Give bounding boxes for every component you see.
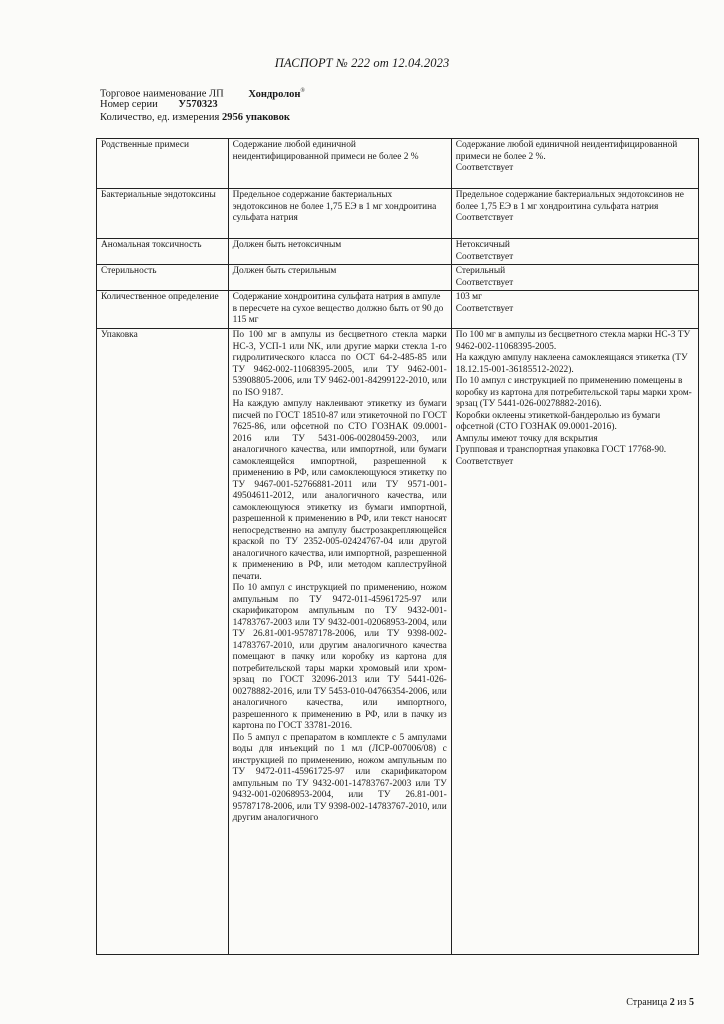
row-norm: Содержание хондроитина сульфата натрия в ампуле в пересчете на сухое вещество должно быть от 90 до 115 мг <box>228 291 451 329</box>
table-row <box>97 189 699 239</box>
row-name: Бактериальные эндотоксины <box>97 189 229 239</box>
row-norm: Предельное содержание бактериальных эндотоксинов не более 1,75 ЕЭ в 1 мг хондроитина сульфата натрия <box>228 189 451 239</box>
quantity-value: 2956 упаковок <box>221 112 290 123</box>
verdict-text: Соответствует <box>455 456 514 467</box>
result-text: Нетоксичный <box>455 240 510 250</box>
series-label: Номер серии <box>100 99 158 110</box>
norm-paragraph: По 10 ампул с инструкцией по применению, ножом ампульным по ТУ 9472-011-45961725-97 или скарификатором ампульным по ТУ 9432-001-14783767-2003 или ТУ 9432-001-02068953-2004, или ТУ 26.81-001-95787178-2006, или ТУ 9398-002-14783767-2010, или другим аналогичного качества помещают в пачку или коробку из картона для потребительской тары марки хромовый или хром-эрзац по ГОСТ 32096-2013 или ТУ 5441-026-00278882-2016, или ТУ 5453-010-04766354-2006, или аналогичного качества, или импортного, разрешенного к применению в РФ, или в пачку из картона по ГОСТ 33781-2016. <box>232 583 447 731</box>
passport-title: ПАСПОРТ № 222 от 12.04.2023 <box>274 56 450 70</box>
trade-mark-symbol: ® <box>300 88 305 94</box>
verdict-text: Соответствует <box>455 303 514 314</box>
result-paragraph: По 10 ампул с инструкцией по применению помещены в коробку из картона для потребительской тары марки хром-эрзац (ТУ 5441-026-00278882-2016). <box>455 376 692 409</box>
result-text: Предельное содержание бактериальных эндотоксинов не более 1,75 ЕЭ в 1 мг хондроитина сульфата натрия <box>455 190 684 212</box>
table-row <box>97 139 699 189</box>
row-result <box>451 291 698 329</box>
norm-paragraph: По 5 ампул с препаратом в комплекте с 5 ампулами воды для инъекций по 1 мл (ЛСР-007006/08) с инструкцией по применению, ножом ампульным по ТУ 9472-011-45961725-97 или скарификатором ампульным по ТУ 9432-001-14783767-2003 или ТУ 9432-001-02068953-2004, или ТУ 26.81-001-95787178-2006, или ТУ 9398-002-14783767-2010, или другим аналогичного <box>232 732 447 823</box>
table-row <box>97 291 699 329</box>
row-norm: Должен быть стерильным <box>228 265 451 291</box>
series-value: У570323 <box>178 99 218 110</box>
page-label: Страница <box>626 997 668 1008</box>
result-paragraph: По 100 мг в ампулы из бесцветного стекла марки НС-3 ТУ 9462-002-11068395-2005. <box>455 330 691 352</box>
verdict-text: Соответствует <box>455 163 514 173</box>
row-name: Упаковка <box>97 329 229 955</box>
page-total: 5 <box>689 997 694 1008</box>
row-result <box>451 139 698 189</box>
row-name: Родственные примеси <box>97 139 229 189</box>
row-result <box>451 189 698 239</box>
result-text: 103 мг <box>455 292 482 302</box>
result-paragraph: Коробки оклеены этикеткой-бандеролью из бумаги офсетной (СТО ГОЗНАК 09.0001-2016). <box>455 410 661 432</box>
trade-name-value: Хондролон <box>248 88 301 100</box>
quantity-label: Количество, ед. измерения <box>100 112 220 123</box>
trade-name-label: Торговое наименование ЛП <box>100 88 224 100</box>
row-result <box>451 265 698 291</box>
page-current: 2 <box>669 997 675 1008</box>
row-norm: Содержание любой единичной неидентифицированной примеси не более 2 % <box>228 139 451 189</box>
verdict-text: Соответствует <box>455 213 514 223</box>
row-result <box>451 239 698 265</box>
table-row <box>97 239 699 265</box>
verdict-text: Соответствует <box>455 251 514 262</box>
result-paragraph: Ампулы имеют точку для вскрытия <box>455 433 598 444</box>
norm-paragraph: На каждую ампулу наклеивают этикетку из бумаги писчей по ГОСТ 18510-87 или этикеточной по ГОСТ 7625-86, или офсетной по СТО ГОЗНАК 09.0001-2016 или ТУ 5431-006-00280459-2003, или аналогичного качества, или импортной, или бумаги самоклеящейся импортной, разрешенной к применению в РФ, или самоклеющуюся этикетку по ТУ 9467-001-52766881-2011 или ТУ 9571-001-49504611-2012, или аналогичного качества, или самоклеющуюся этикетку из бумаги импортной, разрешенной к применению в РФ, или текст наносят непосредственно на ампулу быстрозакрепляющейся краской по ТУ 2352-005-02424767-04 или другой аналогичного качества, или импортной, разрешенной к применению в РФ, или методом каплеструйной печати. <box>232 399 447 582</box>
packaging-result <box>451 329 698 955</box>
table-row-packaging <box>97 329 699 955</box>
result-text: Стерильный <box>455 266 506 276</box>
row-name: Аномальная токсичность <box>97 239 229 265</box>
row-name: Количественное определение <box>97 291 229 329</box>
quantity-line <box>100 111 290 124</box>
series-line <box>100 98 218 111</box>
row-name: Стерильность <box>97 265 229 291</box>
packaging-norm <box>228 329 451 955</box>
spec-table <box>96 138 699 955</box>
page-of: из <box>677 997 687 1008</box>
table-row <box>97 265 699 291</box>
result-text: Содержание любой единичной неидентифицированной примеси не более 2 %. <box>455 140 678 162</box>
norm-paragraph: По 100 мг в ампулы из бесцветного стекла марки НС-3, УСП-1 или NK, или другие марки стекла 1-го гидролитического класса по ОСТ 64-2-485-85 или ТУ 9462-002-11068395-2005, или ТУ 9462-001-53908805-2006, или ТУ 9462-001-84299122-2010, или по ISO 9187. <box>232 330 447 398</box>
verdict-text: Соответствует <box>455 277 514 288</box>
page-number <box>626 997 694 1008</box>
result-paragraph: Групповая и транспортная упаковка ГОСТ 17768-90. <box>455 445 667 455</box>
result-paragraph: На каждую ампулу наклеена самоклеящаяся этикетка (ТУ 18.12.15-001-36185512-2022). <box>455 353 688 375</box>
row-norm: Должен быть нетоксичным <box>228 239 451 265</box>
